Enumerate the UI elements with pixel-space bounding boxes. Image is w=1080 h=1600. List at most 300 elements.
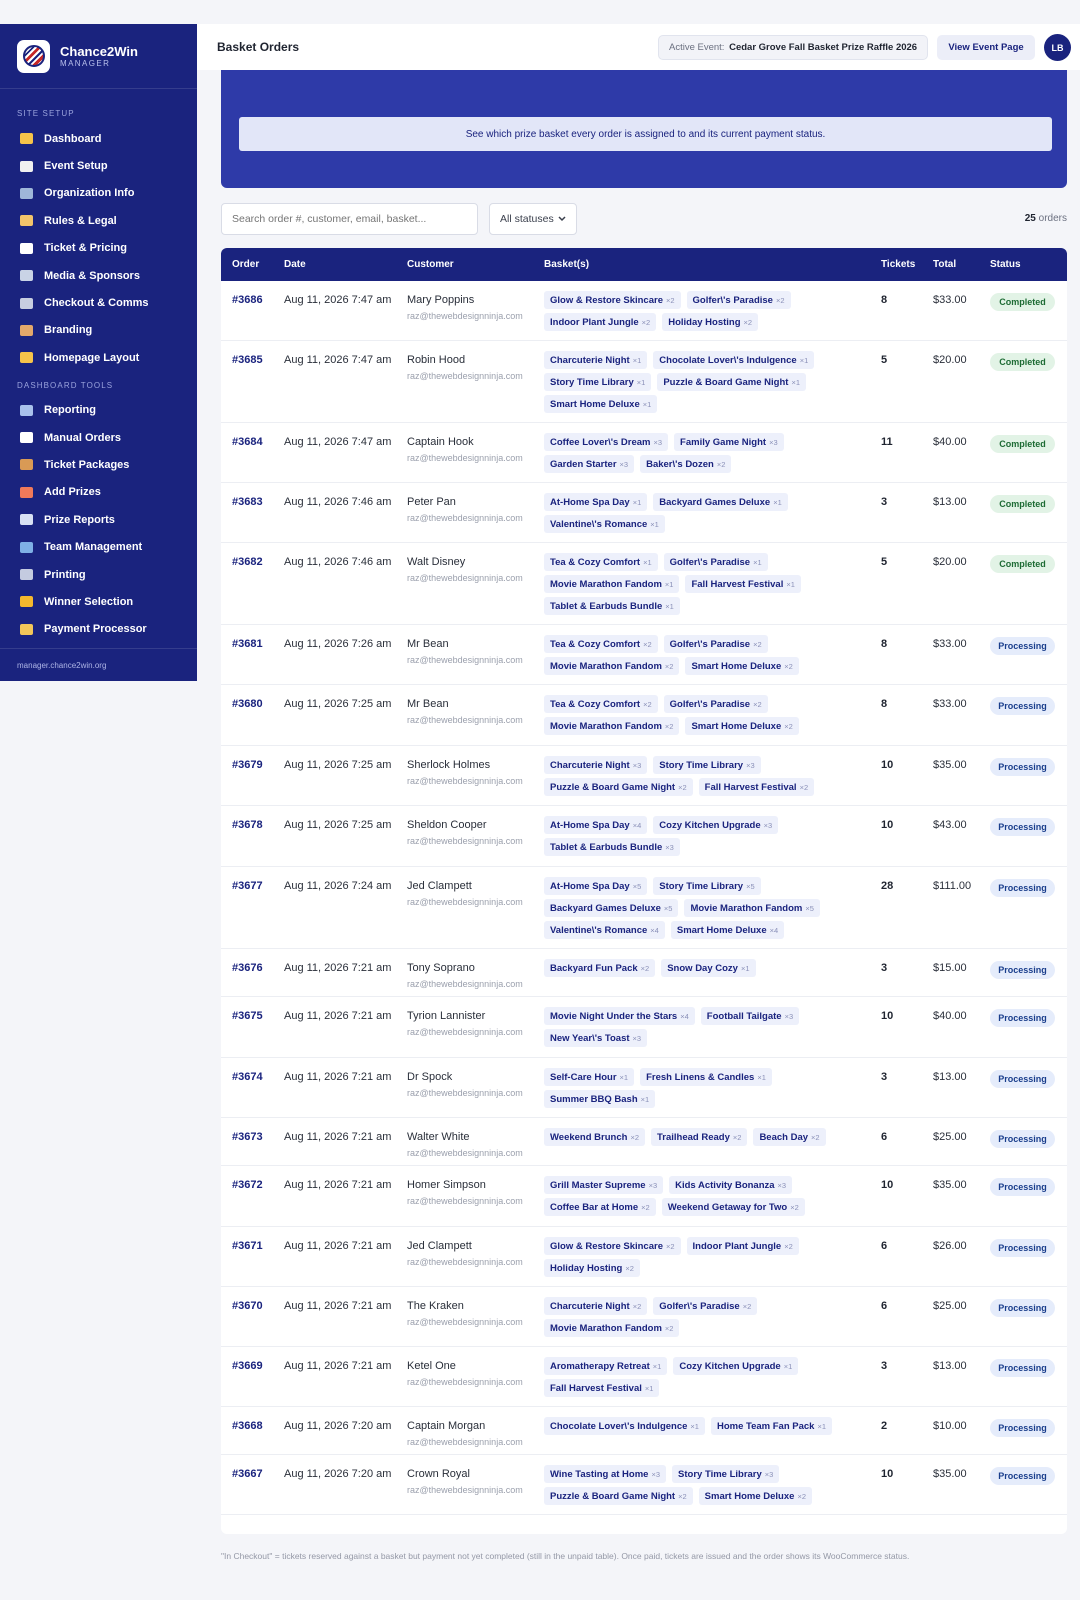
baskets-cell xyxy=(544,959,874,981)
order-number-link[interactable]: #3683 xyxy=(232,496,263,508)
sidebar-item-checkout-comms[interactable] xyxy=(0,289,197,316)
customer-name: Walt Disney xyxy=(407,556,466,568)
status-select[interactable] xyxy=(489,203,577,235)
basket-tag xyxy=(664,695,768,713)
table-row[interactable] xyxy=(221,341,1067,423)
sidebar-item-event-setup[interactable] xyxy=(0,152,197,179)
basket-name: Fall Harvest Festival xyxy=(550,1382,642,1394)
basket-quantity: ×1 xyxy=(636,377,646,387)
customer-email: raz@thewebdesignninja.com xyxy=(407,897,523,907)
order-count-label: orders xyxy=(1038,213,1067,224)
table-row[interactable] xyxy=(221,746,1067,806)
order-total: $15.00 xyxy=(933,962,967,974)
basket-tag xyxy=(544,717,679,735)
hero-banner xyxy=(221,70,1067,188)
basket-name: Cozy Kitchen Upgrade xyxy=(659,819,761,831)
customer-email: raz@thewebdesignninja.com xyxy=(407,836,523,846)
basket-tag xyxy=(653,877,760,895)
sidebar-item-ticket-pricing[interactable] xyxy=(0,235,197,262)
status-badge: Processing xyxy=(990,1359,1055,1377)
customer-email: raz@thewebdesignninja.com xyxy=(407,1196,523,1206)
basket-tag xyxy=(662,313,758,331)
basket-tag xyxy=(544,1259,640,1277)
ticket-count: 11 xyxy=(881,436,893,448)
basket-name: Golfer\'s Paradise xyxy=(669,638,751,650)
table-row[interactable] xyxy=(221,1455,1067,1515)
col-customer-header[interactable]: Customer xyxy=(407,259,454,270)
sidebar-item-label: Printing xyxy=(44,568,86,581)
sidebar-item-label: Dashboard xyxy=(44,132,102,145)
basket-tag xyxy=(664,635,768,653)
order-date: Aug 11, 2026 7:46 am xyxy=(284,496,392,508)
basket-quantity: ×3 xyxy=(665,842,674,852)
basket-name: Beach Day xyxy=(759,1131,809,1143)
basket-tag xyxy=(544,899,678,917)
basket-tag xyxy=(544,1379,659,1397)
basket-tag xyxy=(711,1417,832,1435)
order-number-link[interactable]: #3677 xyxy=(232,880,263,892)
site-setup-nav xyxy=(0,125,197,372)
basket-tag xyxy=(544,635,658,653)
order-date: Aug 11, 2026 7:21 am xyxy=(284,962,392,974)
customer-name: The Kraken xyxy=(407,1300,464,1312)
clipboard-icon xyxy=(20,161,33,172)
order-total: $13.00 xyxy=(933,1071,967,1083)
order-date: Aug 11, 2026 7:47 am xyxy=(284,294,392,306)
basket-quantity: ×3 xyxy=(777,1180,787,1190)
basket-tag xyxy=(699,1487,812,1505)
table-row[interactable] xyxy=(221,1166,1067,1227)
table-row[interactable] xyxy=(221,281,1067,341)
basket-quantity: ×2 xyxy=(742,1301,752,1311)
basket-tag xyxy=(685,717,798,735)
basket-quantity: ×2 xyxy=(753,699,762,709)
table-row[interactable] xyxy=(221,483,1067,543)
status-badge: Processing xyxy=(990,697,1055,715)
basket-tag xyxy=(685,575,800,593)
basket-tag xyxy=(544,493,647,511)
customer-cell xyxy=(407,1239,523,1268)
basket-quantity: ×5 xyxy=(632,881,642,891)
dash-icon xyxy=(20,432,33,443)
baskets-cell xyxy=(544,816,874,860)
basket-name: Movie Night Under the Stars xyxy=(550,1010,678,1022)
chevron-down-icon xyxy=(558,216,566,222)
basket-tag xyxy=(544,455,634,473)
basket-quantity: ×5 xyxy=(805,903,814,913)
basket-quantity: ×2 xyxy=(799,782,809,792)
basket-tag xyxy=(544,657,679,675)
brand[interactable] xyxy=(0,24,197,89)
baskets-cell xyxy=(544,433,874,477)
basket-name: Weekend Brunch xyxy=(550,1131,628,1143)
sidebar-item-prize-reports[interactable] xyxy=(0,506,197,533)
status-badge: Processing xyxy=(990,1299,1055,1317)
status-badge: Processing xyxy=(990,1239,1055,1257)
baskets-cell xyxy=(544,1068,874,1112)
order-number-link[interactable]: #3679 xyxy=(232,759,263,771)
basket-quantity: ×3 xyxy=(632,1033,642,1043)
customer-cell xyxy=(407,1419,523,1448)
basket-tag xyxy=(544,877,647,895)
status-badge: Processing xyxy=(990,961,1055,979)
order-number-link[interactable]: #3678 xyxy=(232,819,263,831)
status-badge: Processing xyxy=(990,1009,1055,1027)
basket-tag xyxy=(544,1465,666,1483)
order-total: $20.00 xyxy=(933,556,967,568)
customer-cell xyxy=(407,1299,523,1328)
sidebar-item-dashboard[interactable] xyxy=(0,125,197,152)
sidebar-footer-url[interactable]: manager.chance2win.org xyxy=(0,648,197,681)
basket-quantity: ×1 xyxy=(757,1072,766,1082)
basket-name: Summer BBQ Bash xyxy=(550,1093,638,1105)
basket-name: Story Time Library xyxy=(659,880,744,892)
order-total: $13.00 xyxy=(933,496,967,508)
basket-quantity: ×1 xyxy=(786,579,795,589)
ticket-count: 10 xyxy=(881,759,894,771)
basket-name: Tablet & Earbuds Bundle xyxy=(550,600,663,612)
basket-name: Chocolate Lover\'s Indulgence xyxy=(550,1420,688,1432)
cart-icon xyxy=(20,298,33,309)
basket-quantity: ×3 xyxy=(784,1011,794,1021)
customer-email: raz@thewebdesignninja.com xyxy=(407,655,523,665)
avatar[interactable]: LB xyxy=(1044,34,1071,61)
col-date-header[interactable]: Date xyxy=(284,259,306,270)
customer-cell xyxy=(407,495,523,524)
status-badge: Processing xyxy=(990,879,1055,897)
baskets-cell xyxy=(544,695,874,739)
order-total: $40.00 xyxy=(933,436,967,448)
basket-quantity: ×1 xyxy=(753,557,762,567)
baskets-cell xyxy=(544,635,874,679)
credit-card-icon xyxy=(20,624,33,635)
basket-quantity: ×3 xyxy=(648,1180,658,1190)
order-date: Aug 11, 2026 7:25 am xyxy=(284,759,392,771)
col-status-header[interactable]: Status xyxy=(990,259,1021,270)
order-number-link[interactable]: #3674 xyxy=(232,1071,263,1083)
order-number-link[interactable]: #3668 xyxy=(232,1420,263,1432)
ticket-count: 6 xyxy=(881,1131,888,1143)
customer-email: raz@thewebdesignninja.com xyxy=(407,371,523,381)
basket-name: Holiday Hosting xyxy=(550,1262,623,1274)
order-number-link[interactable]: #3675 xyxy=(232,1010,263,1022)
order-number-link[interactable]: #3685 xyxy=(232,354,263,366)
sidebar-item-reporting[interactable] xyxy=(0,397,197,424)
order-date: Aug 11, 2026 7:25 am xyxy=(284,819,392,831)
basket-tag xyxy=(544,575,679,593)
sidebar-item-label: Organization Info xyxy=(44,187,135,200)
sidebar-item-manual-orders[interactable] xyxy=(0,424,197,451)
basket-name: Snow Day Cozy xyxy=(667,962,738,974)
customer-name: Captain Morgan xyxy=(407,1420,486,1432)
order-number-link[interactable]: #3684 xyxy=(232,436,263,448)
orders-table xyxy=(221,248,1067,1534)
order-total: $13.00 xyxy=(933,1360,967,1372)
col-total-header[interactable]: Total xyxy=(933,259,957,270)
sidebar-item-branding[interactable] xyxy=(0,317,197,344)
sidebar-item-printing[interactable] xyxy=(0,561,197,588)
order-number-link[interactable]: #3672 xyxy=(232,1179,263,1191)
table-row[interactable] xyxy=(221,685,1067,746)
basket-quantity: ×2 xyxy=(753,639,762,649)
customer-cell xyxy=(407,293,523,322)
basket-name: Weekend Getaway for Two xyxy=(667,1201,788,1213)
basket-tag xyxy=(672,1465,779,1483)
trophy-icon xyxy=(20,596,33,607)
basket-quantity: ×2 xyxy=(643,699,652,709)
sidebar-item-organization-info[interactable] xyxy=(0,180,197,207)
customer-cell xyxy=(407,1467,523,1496)
pencil-icon xyxy=(20,243,33,254)
order-date: Aug 11, 2026 7:20 am xyxy=(284,1468,392,1480)
baskets-cell xyxy=(544,1465,874,1509)
order-number-link[interactable]: #3686 xyxy=(232,294,263,306)
basket-name: Smart Home Deluxe xyxy=(550,398,640,410)
status-badge: Completed xyxy=(990,495,1055,513)
basket-name: Grill Master Supreme xyxy=(550,1179,646,1191)
customer-name: Jed Clampett xyxy=(407,880,472,892)
basket-name: Smart Home Deluxe xyxy=(691,720,782,732)
basket-tag xyxy=(544,1487,693,1505)
status-badge: Completed xyxy=(990,435,1055,453)
baskets-cell xyxy=(544,1297,874,1341)
ticket-count: 10 xyxy=(881,819,894,831)
basket-quantity: ×2 xyxy=(664,1323,674,1333)
table-row[interactable] xyxy=(221,867,1067,949)
customer-name: Robin Hood xyxy=(407,354,466,366)
basket-name: Smart Home Deluxe xyxy=(691,660,782,672)
status-badge: Processing xyxy=(990,1419,1055,1437)
basket-quantity: ×1 xyxy=(619,1072,629,1082)
basket-name: At-Home Spa Day xyxy=(550,496,630,508)
basket-name: Indoor Plant Jungle xyxy=(550,316,639,328)
order-total: $43.00 xyxy=(933,819,967,831)
basket-quantity: ×3 xyxy=(653,437,663,447)
status-badge: Processing xyxy=(990,758,1055,776)
sidebar-item-label: Payment Processor xyxy=(44,623,147,636)
status-select-value: All statuses xyxy=(500,213,554,225)
customer-name: Jed Clampett xyxy=(407,1240,472,1252)
basket-quantity: ×3 xyxy=(763,820,773,830)
order-number-link[interactable]: #3681 xyxy=(232,638,263,650)
sidebar-item-label: Ticket Packages xyxy=(44,458,130,471)
table-row[interactable] xyxy=(221,1058,1067,1118)
basket-name: Movie Marathon Fandom xyxy=(550,578,662,590)
basket-tag xyxy=(662,1198,805,1216)
order-number-link[interactable]: #3673 xyxy=(232,1131,263,1143)
basket-quantity: ×2 xyxy=(732,1132,742,1142)
baskets-cell xyxy=(544,756,874,800)
basket-name: Story Time Library xyxy=(678,1468,762,1480)
basket-name: Home Team Fan Pack xyxy=(716,1420,815,1432)
basket-name: At-Home Spa Day xyxy=(550,880,630,892)
search-input[interactable] xyxy=(221,203,478,235)
sidebar-item-label: Rules & Legal xyxy=(44,214,117,227)
basket-quantity: ×3 xyxy=(651,1469,661,1479)
customer-email: raz@thewebdesignninja.com xyxy=(407,1088,523,1098)
ticket-count: 28 xyxy=(881,880,894,892)
basket-quantity: ×2 xyxy=(664,661,674,671)
sidebar-item-ticket-packages[interactable] xyxy=(0,451,197,478)
basket-quantity: ×2 xyxy=(641,1202,650,1212)
customer-name: Peter Pan xyxy=(407,496,456,508)
order-total: $33.00 xyxy=(933,638,967,650)
basket-quantity: ×5 xyxy=(746,881,755,891)
baskets-cell xyxy=(544,351,874,417)
ticket-count: 8 xyxy=(881,638,888,650)
baskets-cell xyxy=(544,291,874,335)
sidebar-item-homepage-layout[interactable] xyxy=(0,344,197,371)
ticket-count: 6 xyxy=(881,1300,888,1312)
table-row[interactable] xyxy=(221,806,1067,867)
customer-cell xyxy=(407,555,523,584)
order-count-number: 25 xyxy=(1024,213,1036,224)
basket-name: Cozy Kitchen Upgrade xyxy=(679,1360,781,1372)
status-badge: Processing xyxy=(990,1130,1055,1148)
sidebar-item-label: Branding xyxy=(44,324,93,337)
customer-email: raz@thewebdesignninja.com xyxy=(407,1317,523,1327)
sidebar-item-payment-processor[interactable] xyxy=(0,616,197,643)
basket-quantity: ×2 xyxy=(678,782,687,792)
basket-name: Movie Marathon Fandom xyxy=(550,1322,662,1334)
basket-quantity: ×1 xyxy=(791,377,801,387)
basket-quantity: ×1 xyxy=(650,519,659,529)
view-event-page-button[interactable]: View Event Page xyxy=(937,35,1035,60)
basket-name: Movie Marathon Fandom xyxy=(690,902,803,914)
sidebar-item-add-prizes[interactable] xyxy=(0,479,197,506)
sidebar-item-media-sponsors[interactable] xyxy=(0,262,197,289)
order-total: $33.00 xyxy=(933,698,967,710)
basket-tag xyxy=(685,657,798,675)
basket-name: Baker\'s Dozen xyxy=(646,458,714,470)
table-row[interactable] xyxy=(221,1118,1067,1166)
status-badge: Processing xyxy=(990,1070,1055,1088)
order-total: $111.00 xyxy=(933,880,972,892)
order-number-link[interactable]: #3682 xyxy=(232,556,263,568)
basket-name: Valentine\'s Romance xyxy=(550,518,648,530)
customer-cell xyxy=(407,879,523,908)
customer-cell xyxy=(407,1178,523,1207)
order-number-link[interactable]: #3676 xyxy=(232,962,263,974)
customer-name: Tyrion Lannister xyxy=(407,1010,486,1022)
package-icon xyxy=(20,459,33,470)
order-number-link[interactable]: #3670 xyxy=(232,1300,263,1312)
basket-name: Valentine\'s Romance xyxy=(550,924,648,936)
order-number-link[interactable]: #3667 xyxy=(232,1468,263,1480)
basket-quantity: ×2 xyxy=(640,963,650,973)
basket-name: Golfer\'s Paradise xyxy=(692,294,773,306)
table-row[interactable] xyxy=(221,1227,1067,1287)
basket-name: Football Tailgate xyxy=(706,1010,782,1022)
basket-quantity: ×1 xyxy=(740,963,750,973)
basket-name: Golfer\'s Paradise xyxy=(669,556,751,568)
sidebar-item-team-management[interactable] xyxy=(0,533,197,560)
order-date: Aug 11, 2026 7:21 am xyxy=(284,1360,392,1372)
sidebar-item-label: Add Prizes xyxy=(44,486,101,499)
table-row[interactable] xyxy=(221,1287,1067,1347)
basket-quantity: ×2 xyxy=(743,317,753,327)
basket-tag xyxy=(544,395,657,413)
basket-name: Golfer\'s Paradise xyxy=(669,698,751,710)
basket-tag xyxy=(544,1090,655,1108)
table-row[interactable] xyxy=(221,543,1067,625)
sidebar-item-label: Ticket & Pricing xyxy=(44,242,127,255)
order-date: Aug 11, 2026 7:24 am xyxy=(284,880,392,892)
sidebar-item-rules-legal[interactable] xyxy=(0,207,197,234)
basket-tag xyxy=(673,1357,798,1375)
status-badge: Processing xyxy=(990,1178,1055,1196)
basket-tag xyxy=(544,778,693,796)
basket-name: At-Home Spa Day xyxy=(550,819,630,831)
basket-tag xyxy=(544,1417,705,1435)
basket-name: Charcuterie Night xyxy=(550,759,630,771)
table-row[interactable] xyxy=(221,1407,1067,1455)
ticket-count: 3 xyxy=(881,1071,888,1083)
col-tickets-header[interactable]: Tickets xyxy=(881,259,916,270)
basket-tag xyxy=(640,455,731,473)
basket-name: Charcuterie Night xyxy=(550,1300,630,1312)
table-row[interactable] xyxy=(221,949,1067,997)
basket-name: New Year\'s Toast xyxy=(550,1032,630,1044)
basket-quantity: ×3 xyxy=(764,1469,774,1479)
customer-name: Sherlock Holmes xyxy=(407,759,491,771)
customer-cell xyxy=(407,353,523,382)
basket-tag xyxy=(544,695,658,713)
order-number-link[interactable]: #3671 xyxy=(232,1240,263,1252)
baskets-cell xyxy=(544,1176,874,1220)
order-date: Aug 11, 2026 7:47 am xyxy=(284,354,392,366)
basket-quantity: ×3 xyxy=(746,760,755,770)
customer-cell xyxy=(407,697,523,726)
basket-tag xyxy=(544,291,681,309)
basket-name: Smart Home Deluxe xyxy=(676,924,767,936)
basket-name: Coffee Lover\'s Dream xyxy=(550,436,651,448)
customer-name: Mr Bean xyxy=(407,698,449,710)
basket-quantity: ×1 xyxy=(643,557,652,567)
sidebar-item-label: Event Setup xyxy=(44,160,108,173)
basket-tag xyxy=(664,553,768,571)
col-baskets-header[interactable]: Basket(s) xyxy=(544,259,590,270)
basket-quantity: ×2 xyxy=(665,295,675,305)
table-row[interactable] xyxy=(221,997,1067,1058)
basket-tag xyxy=(544,433,668,451)
basket-quantity: ×1 xyxy=(644,1383,654,1393)
table-row[interactable] xyxy=(221,423,1067,483)
page-title: Basket Orders xyxy=(217,40,300,54)
basket-quantity: ×2 xyxy=(811,1132,820,1142)
customer-email: raz@thewebdesignninja.com xyxy=(407,1027,523,1037)
sidebar-item-winner-selection[interactable] xyxy=(0,588,197,615)
basket-quantity: ×4 xyxy=(769,925,779,935)
basket-quantity: ×2 xyxy=(630,1132,639,1142)
table-row[interactable] xyxy=(221,625,1067,685)
basket-name: Garden Starter xyxy=(550,458,617,470)
brand-name: Chance2Win xyxy=(60,43,138,59)
order-date: Aug 11, 2026 7:21 am xyxy=(284,1131,392,1143)
col-order-header[interactable]: Order xyxy=(232,259,260,270)
order-number-link[interactable]: #3680 xyxy=(232,698,263,710)
order-number-link[interactable]: #3669 xyxy=(232,1360,263,1372)
order-date: Aug 11, 2026 7:26 am xyxy=(284,638,392,650)
customer-cell xyxy=(407,961,523,990)
status-badge: Processing xyxy=(990,818,1055,836)
basket-tag xyxy=(653,756,760,774)
status-badge: Processing xyxy=(990,1467,1055,1485)
baskets-cell xyxy=(544,1007,874,1051)
people-icon xyxy=(20,542,33,553)
table-row[interactable] xyxy=(221,1347,1067,1407)
customer-email: raz@thewebdesignninja.com xyxy=(407,979,523,989)
